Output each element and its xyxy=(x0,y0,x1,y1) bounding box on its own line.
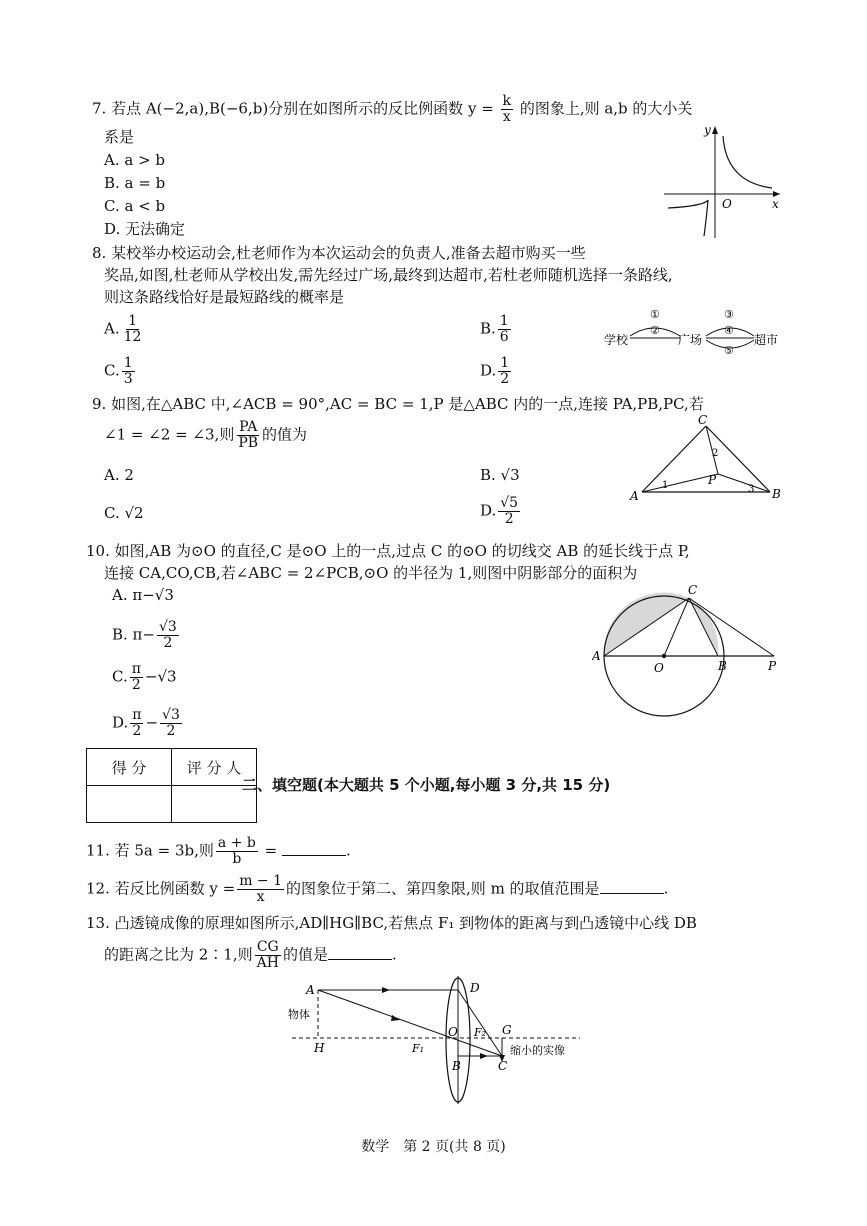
q7-fraction: $\frac{k}{x}$ xyxy=(502,93,512,125)
q9-option-a[interactable]: A. 2 xyxy=(104,466,134,484)
svg-text:F₂: F₂ xyxy=(474,1026,487,1039)
q8-route-figure xyxy=(602,300,787,360)
q10-circle-figure xyxy=(592,580,784,726)
q8-stem-line3: 则这条路线恰好是最短路线的概率是 xyxy=(104,288,345,306)
q9-option-d[interactable]: D. $\frac{√5}{2}$ xyxy=(480,495,519,527)
q10-stem-line2: 连接 CA,CO,CB,若∠ABC = 2∠PCB,⊙O 的半径为 1,则图中阴影部分的面积为 xyxy=(104,564,638,582)
q13-answer-blank[interactable] xyxy=(328,945,392,960)
svg-text:3: 3 xyxy=(748,484,755,495)
q8-fig-market: 超市 xyxy=(754,333,779,347)
q12-answer-blank[interactable] xyxy=(600,879,664,894)
svg-text:①: ① xyxy=(650,308,660,321)
q7-stem: 7. 若点 A(−2,a),B(−6,b)分别在如图所示的反比例函数 y = $\frac{k}{x}$ 的图象上,则 a,b 的大小关 xyxy=(92,93,693,125)
q8-fig-square: 广场 xyxy=(678,333,703,347)
svg-text:A: A xyxy=(306,983,315,997)
svg-text:C: C xyxy=(698,413,708,427)
q8-fig-school: 学校 xyxy=(604,333,629,347)
q9-option-b[interactable]: B. √3 xyxy=(480,466,520,484)
q12-stem: 12. 若反比例函数 y = $\frac{m - 1}{x}$ 的图象位于第二、第四象限,则 m 的取值范围是 . xyxy=(86,873,669,905)
q10-option-d[interactable]: D. $\frac{\pi}{2}$ − $\frac{√3}{2}$ xyxy=(112,707,180,739)
q10-option-c[interactable]: C. $\frac{\pi}{2}$ −√3 xyxy=(112,661,177,693)
svg-text:F₁: F₁ xyxy=(412,1042,425,1055)
svg-text:H: H xyxy=(314,1041,325,1055)
q7-fig-origin-label: O xyxy=(722,197,732,211)
q7-option-d[interactable]: D. 无法确定 xyxy=(104,220,186,238)
q8-stem-line1: 8. 某校举办校运动会,杜老师作为本次运动会的负责人,准备去超市购买一些 xyxy=(92,244,586,262)
q7-hyperbola-figure xyxy=(660,122,790,242)
svg-text:C: C xyxy=(688,583,698,597)
svg-text:A: A xyxy=(592,649,601,663)
svg-text:B: B xyxy=(718,659,727,673)
svg-text:2: 2 xyxy=(712,448,719,459)
q8-option-d[interactable]: D. $\frac{1}{2}$ xyxy=(480,355,510,387)
q7-stem-cont: 系是 xyxy=(104,128,135,146)
q8-option-a[interactable]: A. $\frac{1}{12}$ xyxy=(104,313,142,345)
q10-stem-line1: 10. 如图,AB 为⊙O 的直径,C 是⊙O 上的一点,过点 C 的⊙O 的切线交 AB 的延长线于点 P, xyxy=(86,542,690,560)
svg-text:⑤: ⑤ xyxy=(724,344,734,357)
q8-option-c[interactable]: C. $\frac{1}{3}$ xyxy=(104,355,133,387)
section-2-heading: 二、填空题(本大题共 5 个小题,每小题 3 分,共 15 分) xyxy=(242,776,611,794)
q7-fig-x-label: x xyxy=(772,197,779,211)
score-table xyxy=(86,748,257,823)
score-cell[interactable] xyxy=(87,786,172,823)
svg-text:P: P xyxy=(768,659,777,673)
svg-text:O: O xyxy=(654,661,664,675)
svg-text:A: A xyxy=(630,489,639,503)
q10-option-a[interactable]: A. π−√3 xyxy=(112,586,174,604)
q8-stem-line2: 奖品,如图,杜老师从学校出发,需先经过广场,最终到达超市,若杜老师随机选择一条路线, xyxy=(104,266,673,284)
svg-text:D: D xyxy=(470,981,480,995)
svg-text:C: C xyxy=(498,1059,508,1073)
svg-text:O: O xyxy=(448,1025,458,1039)
q13-fig-image-label: 缩小的实像 xyxy=(510,1044,565,1057)
q7-option-c[interactable]: C. a < b xyxy=(104,197,166,215)
grader-header: 评 分 人 xyxy=(172,749,257,786)
svg-text:B: B xyxy=(452,1059,461,1073)
q13-fig-object-label: 物体 xyxy=(288,1008,310,1021)
q11-answer-blank[interactable] xyxy=(282,841,346,856)
q9-triangle-figure xyxy=(622,412,788,504)
svg-text:B: B xyxy=(772,487,781,501)
q10-option-b[interactable]: B. π− $\frac{√3}{2}$ xyxy=(112,619,177,651)
svg-text:③: ③ xyxy=(724,308,734,321)
q9-stem-line1: 9. 如图,在△ABC 中,∠ACB = 90°,AC = BC = 1,P 是△ABC 内的一点,连接 PA,PB,PC,若 xyxy=(92,395,704,413)
page-footer: 数学 第 2 页(共 8 页) xyxy=(361,1139,506,1155)
q13-lens-figure xyxy=(280,972,600,1108)
svg-text:④: ④ xyxy=(724,324,734,337)
svg-text:②: ② xyxy=(650,324,660,337)
q7-fig-y-label: y xyxy=(704,123,711,137)
q7-option-b[interactable]: B. a = b xyxy=(104,174,166,192)
svg-text:P: P xyxy=(708,473,717,487)
svg-text:1: 1 xyxy=(662,480,669,491)
svg-text:G: G xyxy=(502,1023,512,1037)
q7-option-a[interactable]: A. a > b xyxy=(104,151,166,169)
q13-stem-line1: 13. 凸透镜成像的原理如图所示,AD∥HG∥BC,若焦点 F₁ 到物体的距离与到凸透镜中心线 DB xyxy=(86,914,697,932)
q13-stem-line2: 的距离之比为 2∶1,则 $\frac{CG}{AH}$ 的值是 . xyxy=(104,939,397,971)
q9-option-c[interactable]: C. √2 xyxy=(104,504,144,522)
score-header: 得 分 xyxy=(87,749,172,786)
q11-stem: 11. 若 5a = 3b,则 $\frac{a + b}{b}$ = . xyxy=(86,835,351,867)
q8-option-b[interactable]: B. $\frac{1}{6}$ xyxy=(480,313,509,345)
q9-stem-line2: ∠1 = ∠2 = ∠3,则 $\frac{PA}{PB}$ 的值为 xyxy=(104,419,308,451)
